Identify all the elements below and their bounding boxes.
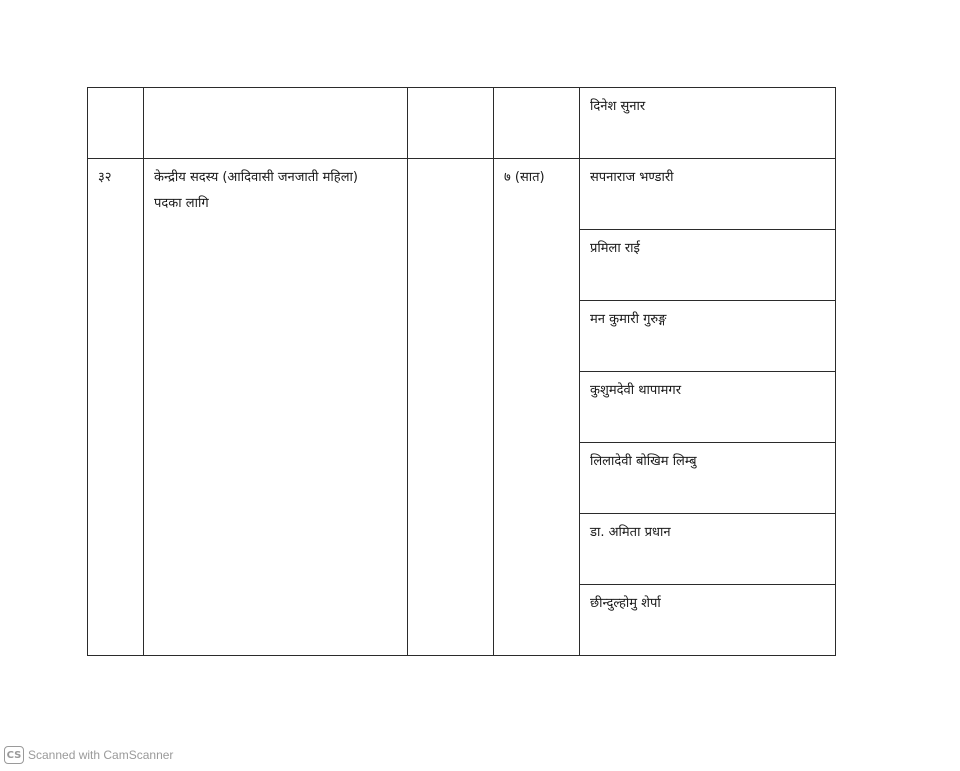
candidate-name-cell (580, 443, 836, 514)
candidate-name-cell (580, 514, 836, 585)
count-cell (494, 88, 580, 159)
candidate-name-cell (580, 585, 836, 656)
candidate-name: डा. अमिता प्रधान (590, 525, 671, 540)
blank-cell (408, 159, 494, 656)
candidate-table (87, 87, 836, 656)
candidate-name: कुशुमदेवी थापामगर (590, 383, 682, 398)
table-row (88, 88, 836, 159)
blank-cell (408, 88, 494, 159)
candidate-name: मन कुमारी गुरुङ्ग (590, 312, 667, 327)
post-title: केन्द्रीय सदस्य (आदिवासी जनजाती महिला) पदका लागि (154, 170, 358, 211)
serial-number: ३२ (98, 170, 112, 185)
candidate-name: दिनेश सुनार (590, 99, 646, 114)
serial-cell (88, 159, 144, 656)
candidate-name-cell (580, 301, 836, 372)
count-cell (494, 159, 580, 656)
candidate-name-cell (580, 88, 836, 159)
table-row (88, 159, 836, 230)
candidate-name: प्रमिला राई (590, 241, 640, 256)
candidate-name: छीन्दुल्होमु शेर्पा (590, 596, 661, 611)
candidate-name: लिलादेवी बोखिम लिम्बु (590, 454, 697, 469)
candidate-name-cell (580, 159, 836, 230)
camscanner-logo-icon: CS (4, 746, 24, 764)
scanner-text: Scanned with CamScanner (28, 748, 174, 762)
candidate-name-cell (580, 372, 836, 443)
serial-cell (88, 88, 144, 159)
seat-count: ७ (सात) (504, 170, 545, 185)
scanner-watermark (4, 745, 173, 765)
candidate-name: सपनाराज भण्डारी (590, 170, 674, 185)
post-cell (144, 159, 408, 656)
post-cell (144, 88, 408, 159)
candidate-name-cell (580, 230, 836, 301)
